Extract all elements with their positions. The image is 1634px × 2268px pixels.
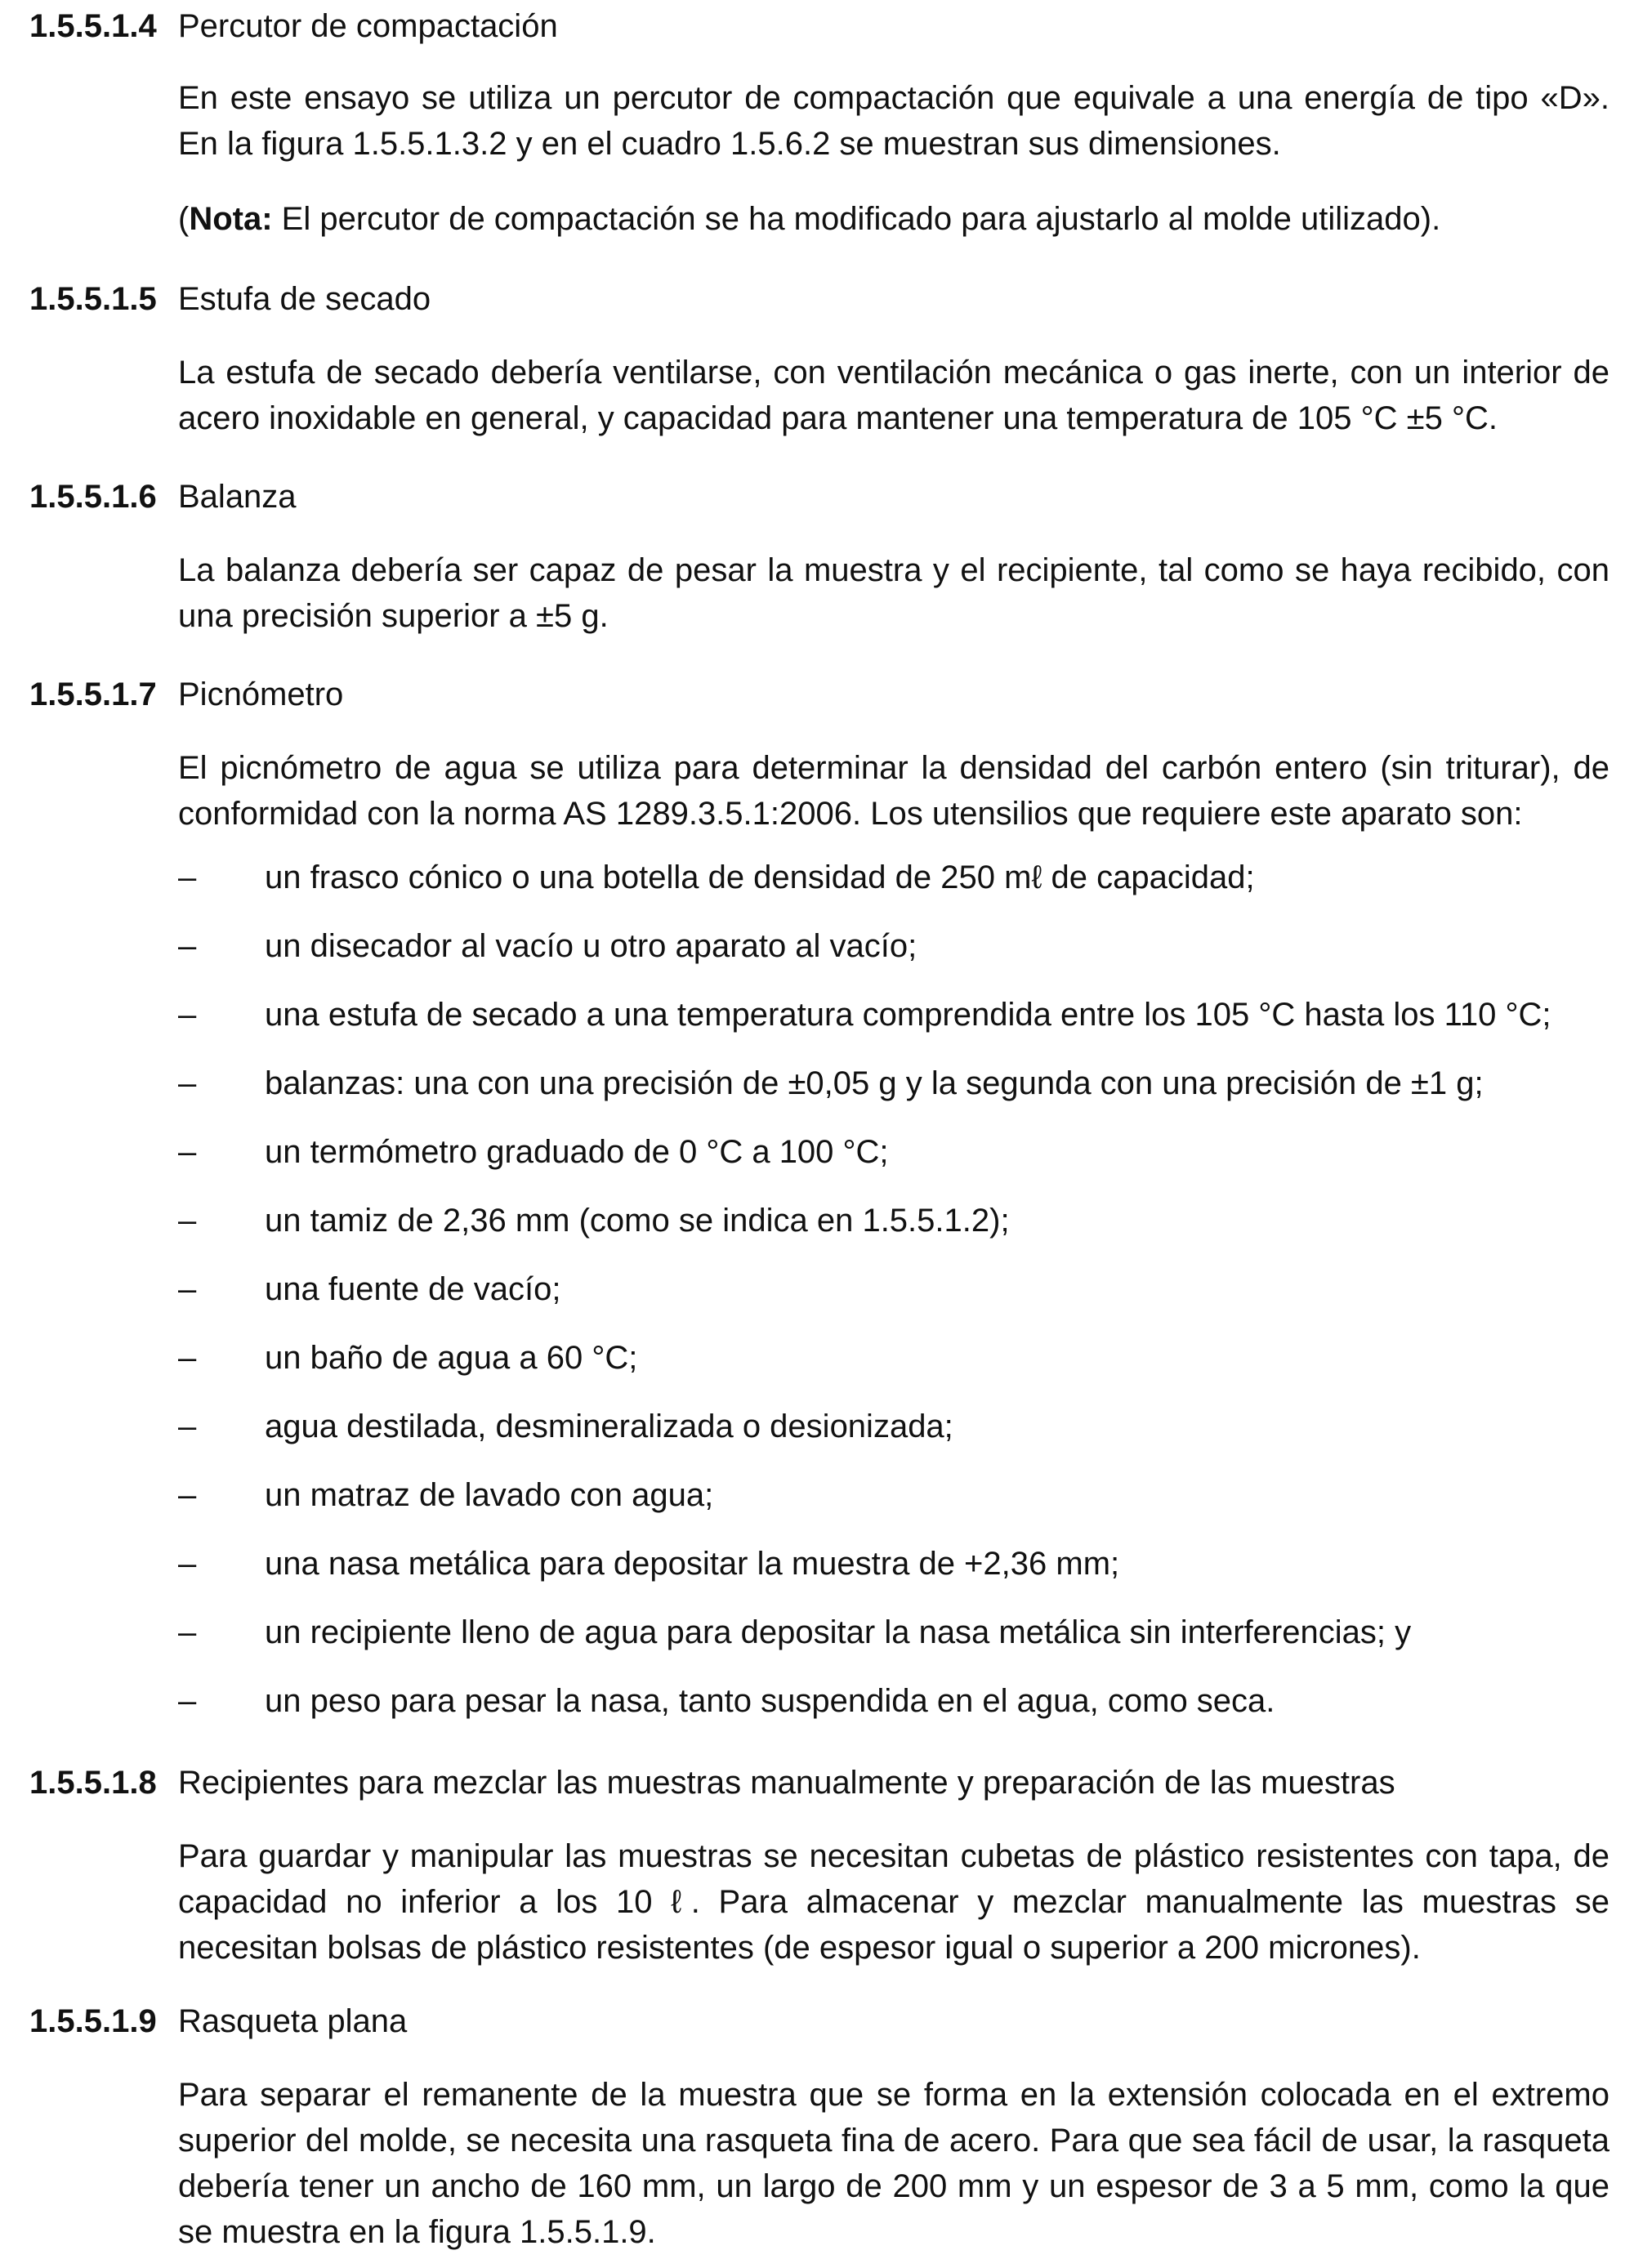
list-item-text: un disecador al vacío u otro aparato al vacío; xyxy=(265,928,917,964)
list-item xyxy=(178,1476,1609,1515)
section-heading-1-5-5-1-4 xyxy=(29,7,558,46)
section-title: Recipientes para mezclar las muestras manualmente y preparación de las muestras xyxy=(178,1765,1395,1801)
section-number: 1.5.5.1.6 xyxy=(29,479,157,515)
list-dash: – xyxy=(178,1065,197,1101)
list-item-text: un matraz de lavado con agua; xyxy=(265,1477,714,1513)
list-item-text: un baño de agua a 60 °C; xyxy=(265,1340,638,1376)
list-item xyxy=(178,995,1609,1034)
list-item xyxy=(178,1544,1609,1583)
note-text: El percutor de compactación se ha modificado para ajustarlo al molde utilizado). xyxy=(272,201,1441,237)
list-dash: – xyxy=(178,1203,197,1239)
section-title: Picnómetro xyxy=(178,676,344,712)
list-item-text: agua destilada, desmineralizada o desionizada; xyxy=(265,1409,953,1444)
section-title: Estufa de secado xyxy=(178,281,431,317)
section-paragraph: Para separar el remanente de la muestra que se forma en la extensión colocada en el extremo superior del molde, se necesita una rasqueta fina de acero. Para que sea fácil de usar, la rasqueta debería tener un ancho de 160 mm, un largo de 200 mm y un espesor de 3 a 5 mm, como la que se muestra en la figura 1.5.5.1.9. xyxy=(178,2077,1609,2250)
list-dash: – xyxy=(178,1134,197,1170)
section-number: 1.5.5.1.8 xyxy=(29,1765,157,1801)
list-item xyxy=(178,1132,1609,1172)
note-open-paren: ( xyxy=(178,201,190,237)
section-number: 1.5.5.1.7 xyxy=(29,676,157,712)
list-item xyxy=(178,1338,1609,1377)
section-paragraph: Para guardar y manipular las muestras se necesitan cubetas de plástico resistentes con tapa, de capacidad no inferior a los 10 ℓ. Para almacenar y mezclar manualmente las muestras se necesitan bolsas de plástico resistentes (de espesor igual o superior a 200 micrones). xyxy=(178,1838,1609,1966)
list-item-text: un recipiente lleno de agua para depositar la nasa metálica sin interferencias; y xyxy=(265,1614,1412,1650)
list-item-text: una fuente de vacío; xyxy=(265,1271,561,1307)
section-title: Percutor de compactación xyxy=(178,8,558,44)
section-paragraph: En este ensayo se utiliza un percutor de compactación que equivale a una energía de tipo «D». En la figura 1.5.5.1.3.2 y en el cuadro 1.5.6.2 se muestran sus dimensiones. xyxy=(178,80,1609,162)
list-item-text: una estufa de secado a una temperatura comprendida entre los 105 °C hasta los 110 °C; xyxy=(265,997,1551,1033)
section-number: 1.5.5.1.4 xyxy=(29,8,157,44)
list-dash: – xyxy=(178,859,197,895)
section-heading-1-5-5-1-5 xyxy=(29,279,431,319)
list-item xyxy=(178,1201,1609,1240)
list-item-text: un tamiz de 2,36 mm (como se indica en 1.5.5.1.2); xyxy=(265,1203,1010,1239)
list-item xyxy=(178,858,1609,897)
list-item-text: un frasco cónico o una botella de densidad de 250 mℓ de capacidad; xyxy=(265,859,1255,895)
list-dash: – xyxy=(178,1409,197,1444)
section-title: Rasqueta plana xyxy=(178,2003,408,2039)
list-dash: – xyxy=(178,1683,197,1719)
note-label: Nota: xyxy=(189,201,273,237)
list-dash: – xyxy=(178,1614,197,1650)
list-item-text: un termómetro graduado de 0 °C a 100 °C; xyxy=(265,1134,889,1170)
section-note xyxy=(178,196,1609,242)
section-paragraph: La balanza debería ser capaz de pesar la muestra y el recipiente, tal como se haya recibido, con una precisión superior a ±5 g. xyxy=(178,552,1609,634)
section-heading-1-5-5-1-9 xyxy=(29,2002,407,2041)
list-item xyxy=(178,1407,1609,1446)
list-item xyxy=(178,1613,1609,1652)
list-item xyxy=(178,1064,1609,1103)
section-paragraph: La estufa de secado debería ventilarse, con ventilación mecánica o gas inerte, con un interior de acero inoxidable en general, y capacidad para mantener una temperatura de 105 °C ±5 °C. xyxy=(178,355,1609,436)
list-dash: – xyxy=(178,1271,197,1307)
section-number: 1.5.5.1.5 xyxy=(29,281,157,317)
list-item-text: balanzas: una con una precisión de ±0,05 g y la segunda con una precisión de ±1 g; xyxy=(265,1065,1484,1101)
section-number: 1.5.5.1.9 xyxy=(29,2003,157,2039)
section-heading-1-5-5-1-6 xyxy=(29,477,297,516)
section-title: Balanza xyxy=(178,479,297,515)
list-item-text: una nasa metálica para depositar la muestra de +2,36 mm; xyxy=(265,1546,1120,1582)
list-dash: – xyxy=(178,928,197,964)
list-dash: – xyxy=(178,997,197,1033)
section-heading-1-5-5-1-8 xyxy=(29,1763,1395,1802)
list-item xyxy=(178,1681,1609,1721)
section-heading-1-5-5-1-7 xyxy=(29,675,343,714)
list-dash: – xyxy=(178,1477,197,1513)
list-item-text: un peso para pesar la nasa, tanto suspendida en el agua, como seca. xyxy=(265,1683,1275,1719)
list-dash: – xyxy=(178,1546,197,1582)
list-item xyxy=(178,1270,1609,1309)
list-dash: – xyxy=(178,1340,197,1376)
section-paragraph: El picnómetro de agua se utiliza para determinar la densidad del carbón entero (sin triturar), de conformidad con la norma AS 1289.3.5.1:2006. Los utensilios que requiere este aparato son: xyxy=(178,750,1609,832)
list-item xyxy=(178,926,1609,966)
